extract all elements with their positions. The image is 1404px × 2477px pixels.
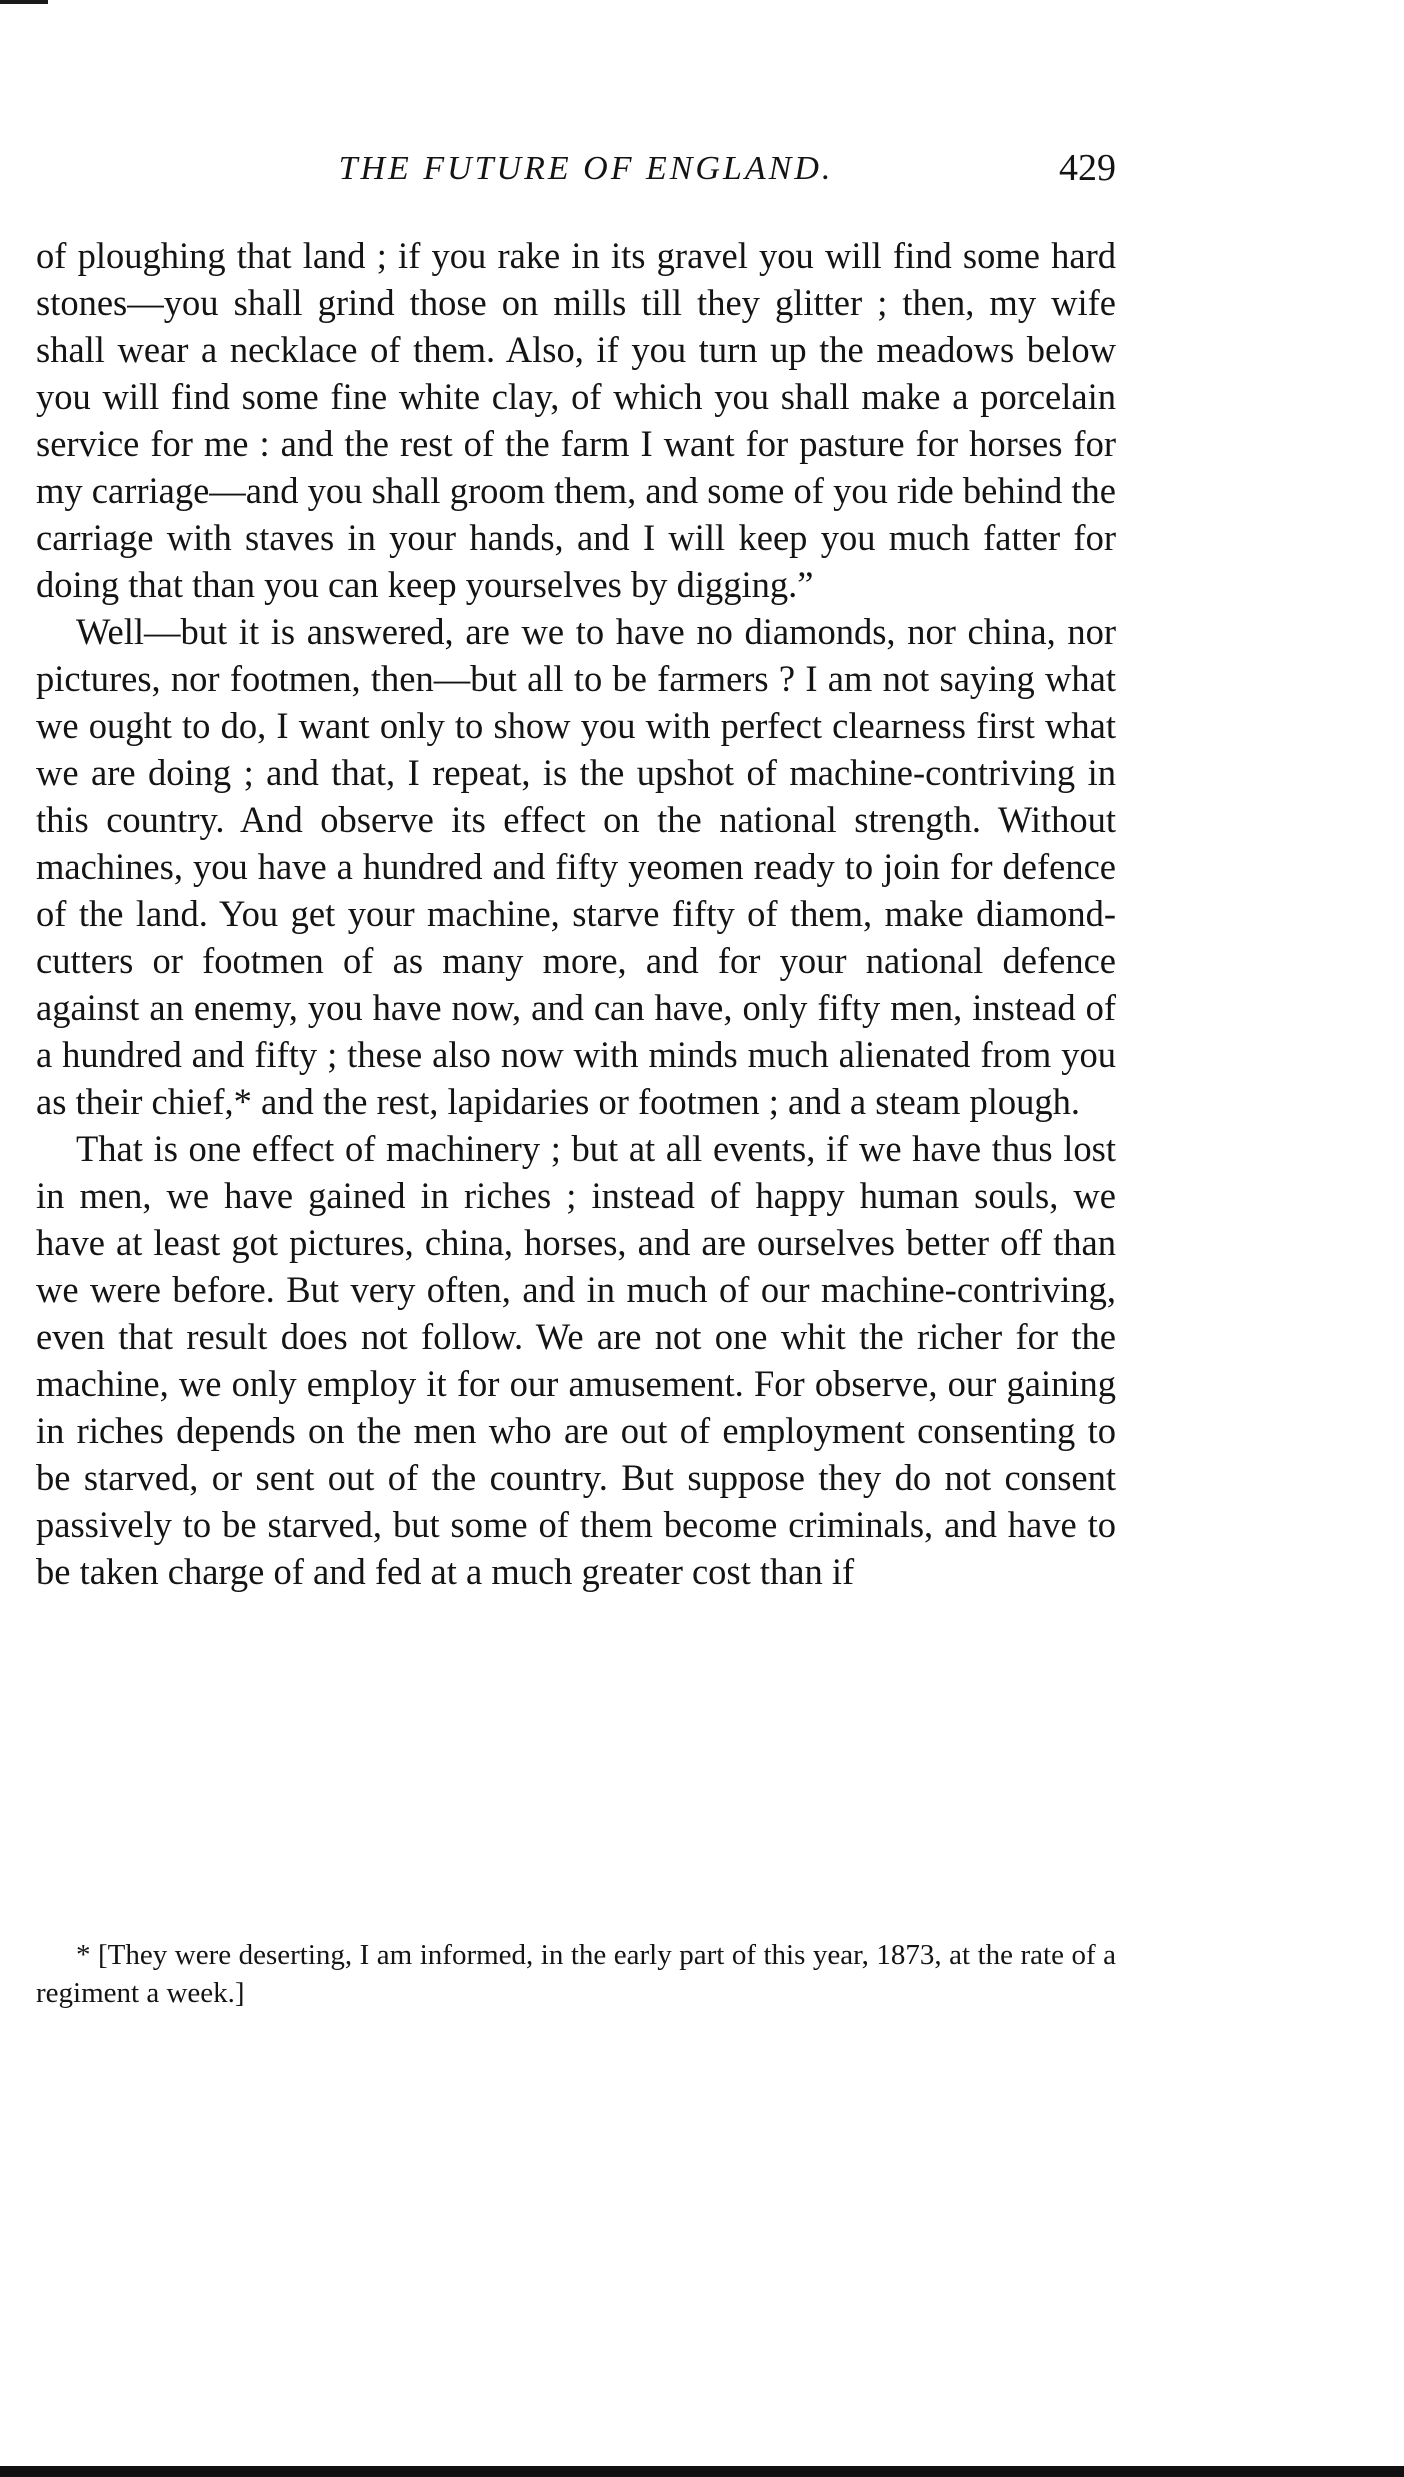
footnote-text: * [They were deserting, I am informed, in the early part of this year, 1873, at the rate of a regiment a week.]	[36, 1939, 1116, 2009]
running-title: THE FUTURE OF ENGLAND.	[338, 150, 834, 187]
paragraph: That is one effect of machinery ; but at all events, if we have thus lost in men, we have gained in riches ; instead of happy human souls, we have at least got pictures, china, horses, and are ourselves better off than we were before. But very often, and in much of our machine-contriving, even that result does not follow. We are not one whit the richer for the machine, we only employ it for our amusement. For observe, our gaining in riches depends on the men who are out of employment consenting to be starved, or sent out of the country. But suppose they do not consent passively to be starved, but some of them become criminals, and have to be taken charge of and fed at a much greater cost than if	[36, 1128, 1116, 1592]
body-text	[36, 232, 1116, 1595]
paragraph: Well—but it is answered, are we to have no diamonds, nor china, nor pictures, nor footmen, then—but all to be farmers ? I am not saying what we ought to do, I want only to show you with perfect clearness first what we are doing ; and that, I repeat, is the upshot of machine-contriving in this country. And observe its effect on the national strength. Without machines, you have a hundred and fifty yeomen ready to join for defence of the land. You get your machine, starve fifty of them, make diamond-cutters or footmen of as many more, and for your national defence against an enemy, you have now, and can have, only fifty men, instead of a hundred and fifty ; these also now with minds much alienated from you as their chief,* and the rest, lapidaries or footmen ; and a steam plough.	[36, 611, 1116, 1122]
scan-edge-mark	[0, 0, 48, 4]
paragraph: of ploughing that land ; if you rake in its gravel you will find some hard stones—you shall grind those on mills till they glitter ; then, my wife shall wear a necklace of them. Also, if you turn up the meadows below you will find some fine white clay, of which you shall make a porcelain service for me : and the rest of the farm I want for pasture for horses for my carriage—and you shall groom them, and some of you ride behind the carriage with staves in your hands, and I will keep you much fatter for doing that than you can keep yourselves by digging.”	[36, 235, 1116, 605]
page-number: 429	[1059, 147, 1116, 189]
footnote	[36, 1936, 1116, 2012]
scan-bottom-edge	[0, 2466, 1404, 2477]
running-head	[36, 147, 1116, 200]
